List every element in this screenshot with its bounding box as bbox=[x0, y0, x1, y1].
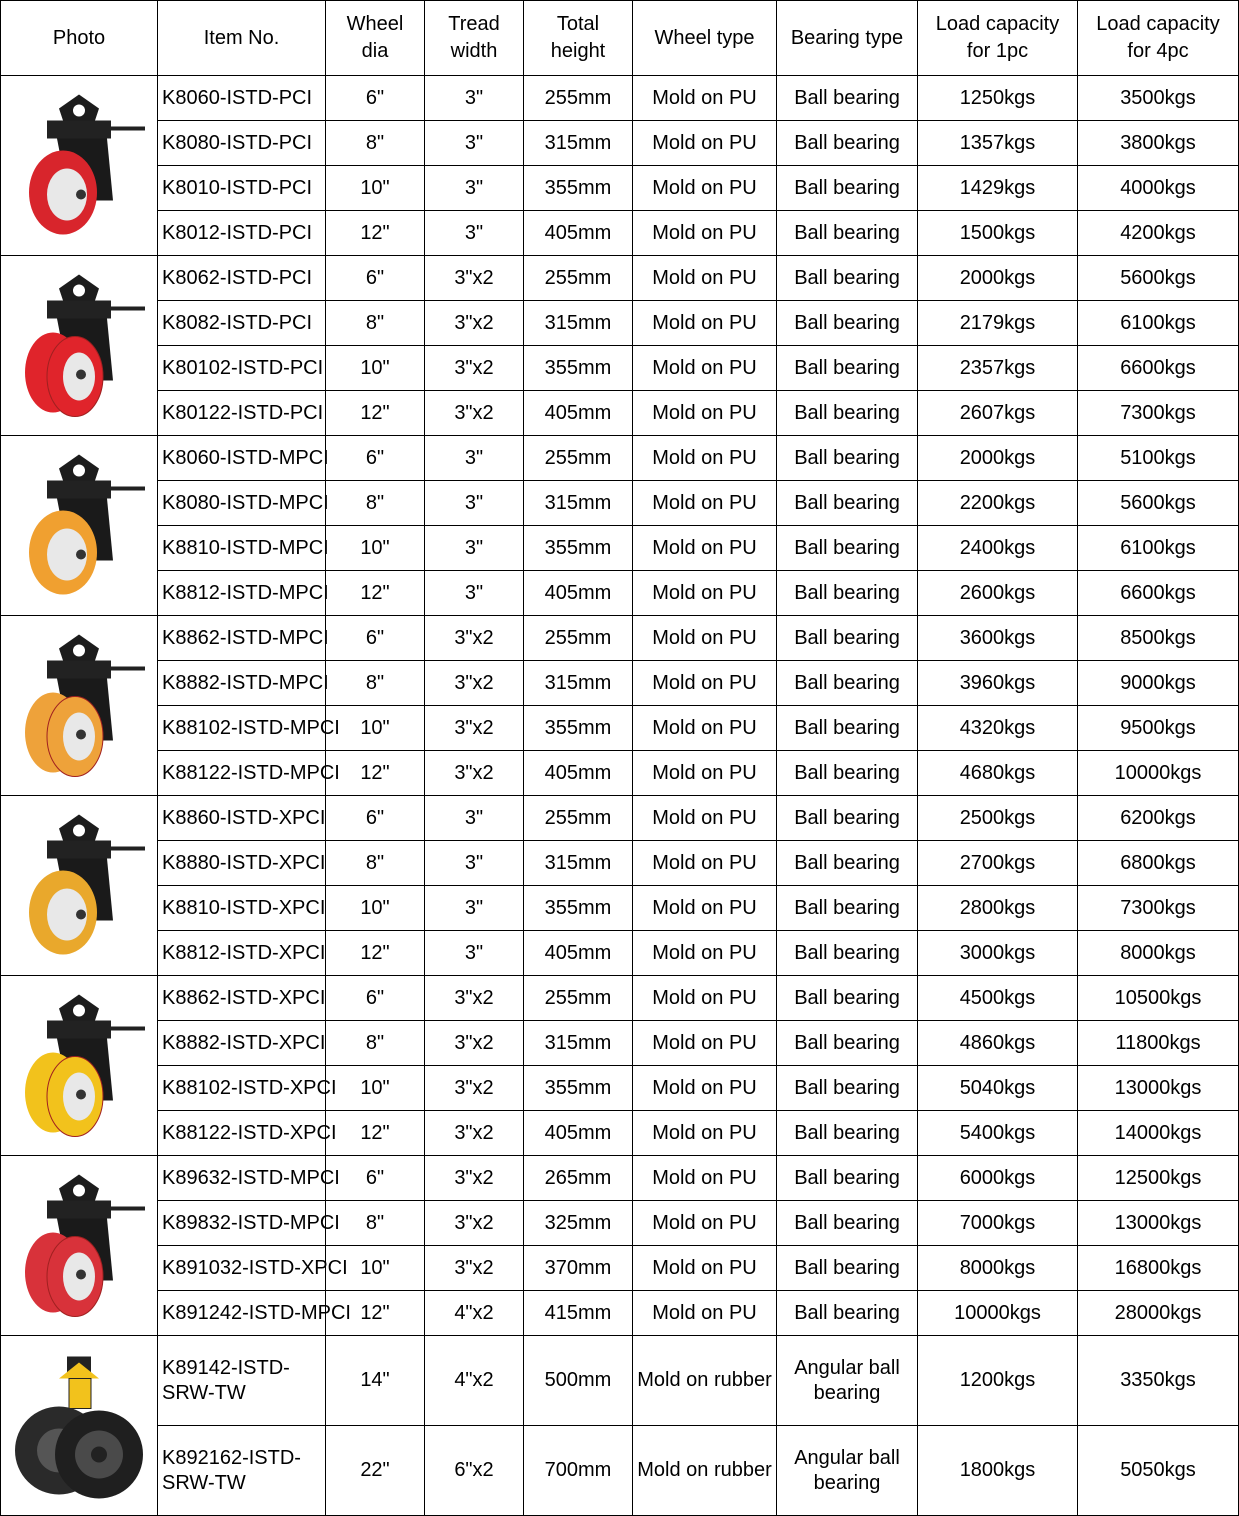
header-load-4pc: Load capacity for 4pc bbox=[1078, 1, 1239, 76]
wheel-dia-cell: 10" bbox=[326, 1246, 425, 1291]
rubber-tire-caster-icon bbox=[1, 1341, 157, 1510]
total-height-cell: 405mm bbox=[524, 1111, 633, 1156]
load-1pc-cell: 7000kgs bbox=[918, 1201, 1078, 1246]
load-4pc-cell: 6600kgs bbox=[1078, 571, 1239, 616]
load-4pc-cell: 13000kgs bbox=[1078, 1066, 1239, 1111]
total-height-cell: 325mm bbox=[524, 1201, 633, 1246]
total-height-cell: 405mm bbox=[524, 211, 633, 256]
double-red-caster-icon bbox=[1, 261, 157, 430]
total-height-cell: 355mm bbox=[524, 886, 633, 931]
wheel-type-cell: Mold on PU bbox=[633, 931, 777, 976]
wheel-type-cell: Mold on PU bbox=[633, 886, 777, 931]
load-4pc-cell: 4200kgs bbox=[1078, 211, 1239, 256]
tread-width-cell: 3"x2 bbox=[425, 1246, 524, 1291]
table-row bbox=[1, 841, 1239, 886]
item-no-cell: K8082-ISTD-PCI bbox=[158, 301, 326, 346]
load-4pc-cell: 7300kgs bbox=[1078, 886, 1239, 931]
load-4pc-cell: 5050kgs bbox=[1078, 1426, 1239, 1516]
load-1pc-cell: 2500kgs bbox=[918, 796, 1078, 841]
tread-width-cell: 3" bbox=[425, 76, 524, 121]
tread-width-cell: 3"x2 bbox=[425, 706, 524, 751]
item-no-cell: K892162-ISTD-SRW-TW bbox=[158, 1426, 326, 1516]
total-height-cell: 265mm bbox=[524, 1156, 633, 1201]
tread-width-cell: 3"x2 bbox=[425, 751, 524, 796]
wheel-dia-cell: 6" bbox=[326, 796, 425, 841]
total-height-cell: 370mm bbox=[524, 1246, 633, 1291]
tread-width-cell: 3"x2 bbox=[425, 1111, 524, 1156]
wheel-type-cell: Mold on PU bbox=[633, 661, 777, 706]
table-row bbox=[1, 616, 1239, 661]
tread-width-cell: 3" bbox=[425, 571, 524, 616]
item-no-cell: K8862-ISTD-XPCI bbox=[158, 976, 326, 1021]
table-row bbox=[1, 796, 1239, 841]
wheel-type-cell: Mold on PU bbox=[633, 526, 777, 571]
heavy-red-caster-icon bbox=[1, 1161, 157, 1330]
total-height-cell: 255mm bbox=[524, 256, 633, 301]
tread-width-cell: 4"x2 bbox=[425, 1336, 524, 1426]
bearing-type-cell: Ball bearing bbox=[777, 391, 918, 436]
item-no-cell: K89632-ISTD-MPCI bbox=[158, 1156, 326, 1201]
wheel-type-cell: Mold on PU bbox=[633, 796, 777, 841]
wheel-type-cell: Mold on PU bbox=[633, 1291, 777, 1336]
header-wheel-dia: Wheel dia bbox=[326, 1, 425, 76]
table-row bbox=[1, 526, 1239, 571]
table-row bbox=[1, 346, 1239, 391]
load-1pc-cell: 1200kgs bbox=[918, 1336, 1078, 1426]
wheel-type-cell: Mold on PU bbox=[633, 706, 777, 751]
product-photo bbox=[1, 976, 158, 1156]
single-yellow-caster-icon bbox=[1, 801, 157, 970]
load-1pc-cell: 3000kgs bbox=[918, 931, 1078, 976]
total-height-cell: 405mm bbox=[524, 751, 633, 796]
wheel-dia-cell: 6" bbox=[326, 76, 425, 121]
load-1pc-cell: 6000kgs bbox=[918, 1156, 1078, 1201]
table-row bbox=[1, 1156, 1239, 1201]
load-4pc-cell: 7300kgs bbox=[1078, 391, 1239, 436]
load-4pc-cell: 28000kgs bbox=[1078, 1291, 1239, 1336]
header-photo: Photo bbox=[1, 1, 158, 76]
table-row bbox=[1, 1291, 1239, 1336]
item-no-cell: K8060-ISTD-PCI bbox=[158, 76, 326, 121]
bearing-type-cell: Ball bearing bbox=[777, 841, 918, 886]
table-row bbox=[1, 436, 1239, 481]
table-row bbox=[1, 661, 1239, 706]
load-4pc-cell: 12500kgs bbox=[1078, 1156, 1239, 1201]
load-4pc-cell: 4000kgs bbox=[1078, 166, 1239, 211]
load-1pc-cell: 1500kgs bbox=[918, 211, 1078, 256]
load-1pc-cell: 4860kgs bbox=[918, 1021, 1078, 1066]
wheel-dia-cell: 12" bbox=[326, 931, 425, 976]
item-no-cell: K8880-ISTD-XPCI bbox=[158, 841, 326, 886]
item-no-cell: K8080-ISTD-MPCI bbox=[158, 481, 326, 526]
bearing-type-cell: Ball bearing bbox=[777, 526, 918, 571]
product-photo bbox=[1, 256, 158, 436]
bearing-type-cell: Ball bearing bbox=[777, 796, 918, 841]
load-4pc-cell: 6100kgs bbox=[1078, 301, 1239, 346]
load-4pc-cell: 10500kgs bbox=[1078, 976, 1239, 1021]
header-bearing-type: Bearing type bbox=[777, 1, 918, 76]
wheel-type-cell: Mold on PU bbox=[633, 481, 777, 526]
wheel-type-cell: Mold on PU bbox=[633, 571, 777, 616]
load-4pc-cell: 8500kgs bbox=[1078, 616, 1239, 661]
tread-width-cell: 3" bbox=[425, 436, 524, 481]
wheel-type-cell: Mold on PU bbox=[633, 841, 777, 886]
tread-width-cell: 3"x2 bbox=[425, 256, 524, 301]
bearing-type-cell: Angular ball bearing bbox=[777, 1426, 918, 1516]
total-height-cell: 315mm bbox=[524, 661, 633, 706]
item-no-cell: K8810-ISTD-XPCI bbox=[158, 886, 326, 931]
load-4pc-cell: 8000kgs bbox=[1078, 931, 1239, 976]
wheel-dia-cell: 10" bbox=[326, 706, 425, 751]
load-4pc-cell: 11800kgs bbox=[1078, 1021, 1239, 1066]
load-1pc-cell: 2400kgs bbox=[918, 526, 1078, 571]
double-yellow-caster-icon bbox=[1, 981, 157, 1150]
load-1pc-cell: 1429kgs bbox=[918, 166, 1078, 211]
wheel-dia-cell: 6" bbox=[326, 976, 425, 1021]
tread-width-cell: 3" bbox=[425, 211, 524, 256]
load-4pc-cell: 10000kgs bbox=[1078, 751, 1239, 796]
product-photo bbox=[1, 76, 158, 256]
load-4pc-cell: 13000kgs bbox=[1078, 1201, 1239, 1246]
bearing-type-cell: Ball bearing bbox=[777, 1156, 918, 1201]
wheel-type-cell: Mold on PU bbox=[633, 76, 777, 121]
header-wheel-type: Wheel type bbox=[633, 1, 777, 76]
load-1pc-cell: 2200kgs bbox=[918, 481, 1078, 526]
load-1pc-cell: 2357kgs bbox=[918, 346, 1078, 391]
item-no-cell: K8882-ISTD-XPCI bbox=[158, 1021, 326, 1066]
tread-width-cell: 3" bbox=[425, 841, 524, 886]
load-1pc-cell: 8000kgs bbox=[918, 1246, 1078, 1291]
total-height-cell: 405mm bbox=[524, 931, 633, 976]
total-height-cell: 315mm bbox=[524, 301, 633, 346]
bearing-type-cell: Ball bearing bbox=[777, 436, 918, 481]
tread-width-cell: 3" bbox=[425, 931, 524, 976]
load-1pc-cell: 1250kgs bbox=[918, 76, 1078, 121]
wheel-dia-cell: 8" bbox=[326, 481, 425, 526]
bearing-type-cell: Ball bearing bbox=[777, 751, 918, 796]
header-load-1pc: Load capacity for 1pc bbox=[918, 1, 1078, 76]
table-row bbox=[1, 571, 1239, 616]
item-no-cell: K88122-ISTD-XPCI bbox=[158, 1111, 326, 1156]
wheel-type-cell: Mold on rubber bbox=[633, 1426, 777, 1516]
wheel-type-cell: Mold on PU bbox=[633, 1111, 777, 1156]
load-1pc-cell: 4500kgs bbox=[918, 976, 1078, 1021]
wheel-dia-cell: 10" bbox=[326, 526, 425, 571]
load-1pc-cell: 1357kgs bbox=[918, 121, 1078, 166]
wheel-type-cell: Mold on PU bbox=[633, 1156, 777, 1201]
item-no-cell: K8862-ISTD-MPCI bbox=[158, 616, 326, 661]
load-4pc-cell: 3500kgs bbox=[1078, 76, 1239, 121]
table-row bbox=[1, 301, 1239, 346]
table-row bbox=[1, 931, 1239, 976]
bearing-type-cell: Ball bearing bbox=[777, 1111, 918, 1156]
table-row bbox=[1, 121, 1239, 166]
load-1pc-cell: 4320kgs bbox=[918, 706, 1078, 751]
product-photo bbox=[1, 1336, 158, 1516]
total-height-cell: 355mm bbox=[524, 526, 633, 571]
item-no-cell: K8010-ISTD-PCI bbox=[158, 166, 326, 211]
load-1pc-cell: 2000kgs bbox=[918, 256, 1078, 301]
bearing-type-cell: Ball bearing bbox=[777, 1021, 918, 1066]
load-1pc-cell: 1800kgs bbox=[918, 1426, 1078, 1516]
wheel-dia-cell: 10" bbox=[326, 166, 425, 211]
bearing-type-cell: Ball bearing bbox=[777, 481, 918, 526]
item-no-cell: K8812-ISTD-MPCI bbox=[158, 571, 326, 616]
load-1pc-cell: 2607kgs bbox=[918, 391, 1078, 436]
load-4pc-cell: 14000kgs bbox=[1078, 1111, 1239, 1156]
total-height-cell: 315mm bbox=[524, 1021, 633, 1066]
wheel-type-cell: Mold on PU bbox=[633, 211, 777, 256]
bearing-type-cell: Ball bearing bbox=[777, 211, 918, 256]
wheel-dia-cell: 10" bbox=[326, 346, 425, 391]
total-height-cell: 700mm bbox=[524, 1426, 633, 1516]
wheel-dia-cell: 12" bbox=[326, 751, 425, 796]
load-4pc-cell: 3350kgs bbox=[1078, 1336, 1239, 1426]
total-height-cell: 355mm bbox=[524, 1066, 633, 1111]
table-row bbox=[1, 1111, 1239, 1156]
tread-width-cell: 3"x2 bbox=[425, 976, 524, 1021]
item-no-cell: K891032-ISTD-XPCI bbox=[158, 1246, 326, 1291]
total-height-cell: 255mm bbox=[524, 616, 633, 661]
table-row bbox=[1, 976, 1239, 1021]
wheel-dia-cell: 8" bbox=[326, 1201, 425, 1246]
item-no-cell: K89142-ISTD-SRW-TW bbox=[158, 1336, 326, 1426]
total-height-cell: 355mm bbox=[524, 166, 633, 211]
header-row bbox=[1, 1, 1239, 76]
wheel-type-cell: Mold on PU bbox=[633, 1066, 777, 1111]
bearing-type-cell: Ball bearing bbox=[777, 346, 918, 391]
bearing-type-cell: Ball bearing bbox=[777, 571, 918, 616]
wheel-type-cell: Mold on PU bbox=[633, 1201, 777, 1246]
wheel-type-cell: Mold on PU bbox=[633, 751, 777, 796]
item-no-cell: K8062-ISTD-PCI bbox=[158, 256, 326, 301]
item-no-cell: K8060-ISTD-MPCI bbox=[158, 436, 326, 481]
item-no-cell: K88102-ISTD-XPCI bbox=[158, 1066, 326, 1111]
bearing-type-cell: Ball bearing bbox=[777, 886, 918, 931]
bearing-type-cell: Ball bearing bbox=[777, 706, 918, 751]
item-no-cell: K80122-ISTD-PCI bbox=[158, 391, 326, 436]
wheel-type-cell: Mold on PU bbox=[633, 616, 777, 661]
load-4pc-cell: 6800kgs bbox=[1078, 841, 1239, 886]
total-height-cell: 315mm bbox=[524, 841, 633, 886]
product-photo bbox=[1, 796, 158, 976]
load-4pc-cell: 6100kgs bbox=[1078, 526, 1239, 571]
tread-width-cell: 3"x2 bbox=[425, 346, 524, 391]
item-no-cell: K89832-ISTD-MPCI bbox=[158, 1201, 326, 1246]
product-photo bbox=[1, 616, 158, 796]
total-height-cell: 405mm bbox=[524, 571, 633, 616]
wheel-dia-cell: 6" bbox=[326, 1156, 425, 1201]
wheel-type-cell: Mold on PU bbox=[633, 976, 777, 1021]
item-no-cell: K88122-ISTD-MPCI bbox=[158, 751, 326, 796]
wheel-type-cell: Mold on PU bbox=[633, 301, 777, 346]
table-row bbox=[1, 211, 1239, 256]
table-row bbox=[1, 1066, 1239, 1111]
wheel-type-cell: Mold on PU bbox=[633, 436, 777, 481]
load-1pc-cell: 10000kgs bbox=[918, 1291, 1078, 1336]
item-no-cell: K8812-ISTD-XPCI bbox=[158, 931, 326, 976]
load-1pc-cell: 2800kgs bbox=[918, 886, 1078, 931]
wheel-dia-cell: 12" bbox=[326, 1291, 425, 1336]
bearing-type-cell: Ball bearing bbox=[777, 1246, 918, 1291]
table-row bbox=[1, 886, 1239, 931]
load-1pc-cell: 5400kgs bbox=[918, 1111, 1078, 1156]
wheel-dia-cell: 10" bbox=[326, 1066, 425, 1111]
bearing-type-cell: Ball bearing bbox=[777, 661, 918, 706]
load-1pc-cell: 5040kgs bbox=[918, 1066, 1078, 1111]
load-1pc-cell: 4680kgs bbox=[918, 751, 1078, 796]
table-row bbox=[1, 76, 1239, 121]
bearing-type-cell: Ball bearing bbox=[777, 76, 918, 121]
total-height-cell: 255mm bbox=[524, 976, 633, 1021]
item-no-cell: K80102-ISTD-PCI bbox=[158, 346, 326, 391]
bearing-type-cell: Angular ball bearing bbox=[777, 1336, 918, 1426]
product-photo bbox=[1, 436, 158, 616]
total-height-cell: 355mm bbox=[524, 706, 633, 751]
load-4pc-cell: 5600kgs bbox=[1078, 256, 1239, 301]
load-1pc-cell: 2179kgs bbox=[918, 301, 1078, 346]
wheel-dia-cell: 6" bbox=[326, 436, 425, 481]
item-no-cell: K8080-ISTD-PCI bbox=[158, 121, 326, 166]
wheel-type-cell: Mold on PU bbox=[633, 166, 777, 211]
wheel-type-cell: Mold on PU bbox=[633, 1246, 777, 1291]
wheel-dia-cell: 12" bbox=[326, 571, 425, 616]
wheel-dia-cell: 14" bbox=[326, 1336, 425, 1426]
tread-width-cell: 3"x2 bbox=[425, 661, 524, 706]
load-1pc-cell: 2600kgs bbox=[918, 571, 1078, 616]
table-row bbox=[1, 391, 1239, 436]
tread-width-cell: 3"x2 bbox=[425, 1156, 524, 1201]
item-no-cell: K8860-ISTD-XPCI bbox=[158, 796, 326, 841]
wheel-dia-cell: 8" bbox=[326, 661, 425, 706]
tread-width-cell: 3" bbox=[425, 121, 524, 166]
total-height-cell: 255mm bbox=[524, 436, 633, 481]
wheel-dia-cell: 8" bbox=[326, 1021, 425, 1066]
load-1pc-cell: 2700kgs bbox=[918, 841, 1078, 886]
bearing-type-cell: Ball bearing bbox=[777, 301, 918, 346]
table-row bbox=[1, 751, 1239, 796]
tread-width-cell: 3" bbox=[425, 166, 524, 211]
wheel-dia-cell: 8" bbox=[326, 841, 425, 886]
bearing-type-cell: Ball bearing bbox=[777, 1291, 918, 1336]
table-row bbox=[1, 481, 1239, 526]
load-4pc-cell: 5600kgs bbox=[1078, 481, 1239, 526]
total-height-cell: 500mm bbox=[524, 1336, 633, 1426]
tread-width-cell: 3" bbox=[425, 481, 524, 526]
item-no-cell: K8882-ISTD-MPCI bbox=[158, 661, 326, 706]
bearing-type-cell: Ball bearing bbox=[777, 1201, 918, 1246]
item-no-cell: K891242-ISTD-MPCI bbox=[158, 1291, 326, 1336]
total-height-cell: 405mm bbox=[524, 391, 633, 436]
load-1pc-cell: 2000kgs bbox=[918, 436, 1078, 481]
item-no-cell: K88102-ISTD-MPCI bbox=[158, 706, 326, 751]
bearing-type-cell: Ball bearing bbox=[777, 1066, 918, 1111]
tread-width-cell: 3" bbox=[425, 796, 524, 841]
wheel-dia-cell: 10" bbox=[326, 886, 425, 931]
wheel-dia-cell: 12" bbox=[326, 211, 425, 256]
total-height-cell: 315mm bbox=[524, 121, 633, 166]
total-height-cell: 415mm bbox=[524, 1291, 633, 1336]
total-height-cell: 255mm bbox=[524, 76, 633, 121]
wheel-type-cell: Mold on PU bbox=[633, 346, 777, 391]
double-orange-caster-icon bbox=[1, 621, 157, 790]
load-1pc-cell: 3600kgs bbox=[918, 616, 1078, 661]
bearing-type-cell: Ball bearing bbox=[777, 931, 918, 976]
bearing-type-cell: Ball bearing bbox=[777, 616, 918, 661]
load-1pc-cell: 3960kgs bbox=[918, 661, 1078, 706]
wheel-type-cell: Mold on PU bbox=[633, 391, 777, 436]
wheel-dia-cell: 8" bbox=[326, 301, 425, 346]
table-row bbox=[1, 706, 1239, 751]
tread-width-cell: 3"x2 bbox=[425, 301, 524, 346]
table-row bbox=[1, 256, 1239, 301]
bearing-type-cell: Ball bearing bbox=[777, 121, 918, 166]
total-height-cell: 255mm bbox=[524, 796, 633, 841]
load-4pc-cell: 5100kgs bbox=[1078, 436, 1239, 481]
bearing-type-cell: Ball bearing bbox=[777, 976, 918, 1021]
total-height-cell: 355mm bbox=[524, 346, 633, 391]
item-no-cell: K8810-ISTD-MPCI bbox=[158, 526, 326, 571]
tread-width-cell: 4"x2 bbox=[425, 1291, 524, 1336]
header-total-height: Total height bbox=[524, 1, 633, 76]
wheel-type-cell: Mold on PU bbox=[633, 1021, 777, 1066]
tread-width-cell: 3"x2 bbox=[425, 1201, 524, 1246]
table-row bbox=[1, 166, 1239, 211]
single-red-caster-icon bbox=[1, 81, 157, 250]
table-row bbox=[1, 1021, 1239, 1066]
tread-width-cell: 3"x2 bbox=[425, 1066, 524, 1111]
single-orange-caster-icon bbox=[1, 441, 157, 610]
tread-width-cell: 3"x2 bbox=[425, 616, 524, 661]
tread-width-cell: 6"x2 bbox=[425, 1426, 524, 1516]
tread-width-cell: 3" bbox=[425, 526, 524, 571]
header-tread-width: Tread width bbox=[425, 1, 524, 76]
wheel-type-cell: Mold on PU bbox=[633, 256, 777, 301]
wheel-type-cell: Mold on PU bbox=[633, 121, 777, 166]
wheel-dia-cell: 12" bbox=[326, 391, 425, 436]
table-body bbox=[1, 76, 1239, 1516]
tread-width-cell: 3"x2 bbox=[425, 391, 524, 436]
wheel-dia-cell: 8" bbox=[326, 121, 425, 166]
header-item-no: Item No. bbox=[158, 1, 326, 76]
table-row bbox=[1, 1201, 1239, 1246]
load-4pc-cell: 3800kgs bbox=[1078, 121, 1239, 166]
load-4pc-cell: 6600kgs bbox=[1078, 346, 1239, 391]
load-4pc-cell: 9000kgs bbox=[1078, 661, 1239, 706]
wheel-dia-cell: 6" bbox=[326, 256, 425, 301]
bearing-type-cell: Ball bearing bbox=[777, 256, 918, 301]
load-4pc-cell: 6200kgs bbox=[1078, 796, 1239, 841]
bearing-type-cell: Ball bearing bbox=[777, 166, 918, 211]
wheel-dia-cell: 22" bbox=[326, 1426, 425, 1516]
load-4pc-cell: 16800kgs bbox=[1078, 1246, 1239, 1291]
table-row bbox=[1, 1246, 1239, 1291]
load-4pc-cell: 9500kgs bbox=[1078, 706, 1239, 751]
table-row bbox=[1, 1426, 1239, 1516]
table-row bbox=[1, 1336, 1239, 1426]
tread-width-cell: 3" bbox=[425, 886, 524, 931]
wheel-type-cell: Mold on rubber bbox=[633, 1336, 777, 1426]
wheel-dia-cell: 6" bbox=[326, 616, 425, 661]
item-no-cell: K8012-ISTD-PCI bbox=[158, 211, 326, 256]
product-photo bbox=[1, 1156, 158, 1336]
wheel-dia-cell: 12" bbox=[326, 1111, 425, 1156]
total-height-cell: 315mm bbox=[524, 481, 633, 526]
tread-width-cell: 3"x2 bbox=[425, 1021, 524, 1066]
